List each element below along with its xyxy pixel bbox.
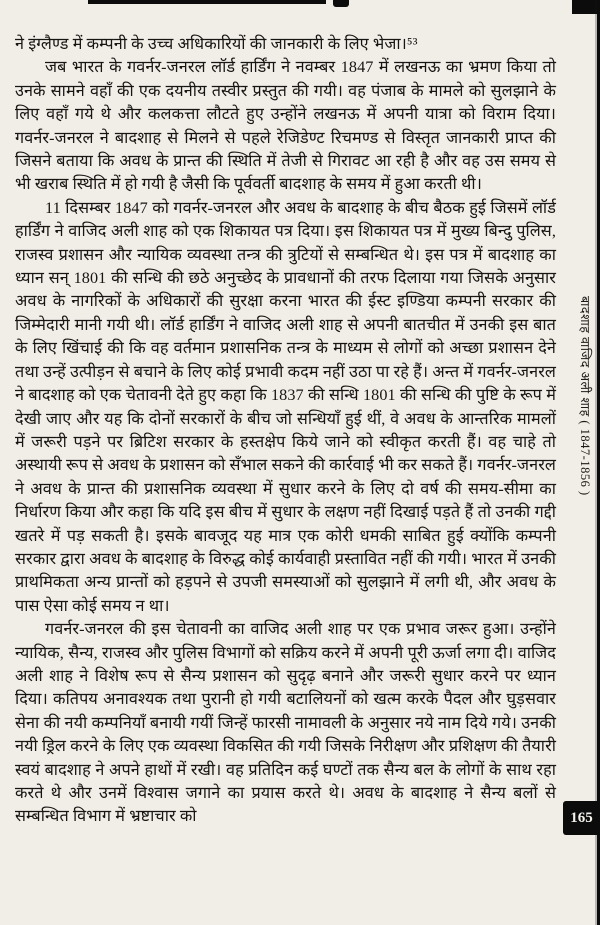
page-number: 165 (570, 809, 593, 826)
scan-artifact-top-bar (88, 0, 326, 4)
page-text-block (15, 33, 556, 829)
paragraph-hardinge-visit: जब भारत के गवर्नर-जनरल लॉर्ड हार्डिंग ने नवम्बर 1847 में लखनऊ का भ्रमण किया तो उनके सामने वहाँ की एक दयनीय तस्वीर प्रस्तुत की गयी। वह पंजाब के मामले को सुलझाने के लिए वहाँ गये थे और कलकत्ता लौटते हुए उन्होंने लखनऊ में अपनी यात्रा को विराम दिया। गवर्नर-जनरल ने बादशाह से मिलने से पहले रेजिडेण्ट रिचमण्ड से विस्तृत जानकारी प्राप्त की जिसने बताया कि अवध के प्रान्त की स्थिति में तेजी से गिरावट आ रही है और वह उस समय से भी खराब स्थिति में हो गयी है जैसी कि पूर्ववर्ती बादशाह के समय में हुआ करती थी। (15, 58, 556, 194)
margin-running-title: बादशाह वाजिद अली शाह ( 1847-1856 ) (578, 296, 592, 496)
page-number-badge (563, 801, 600, 835)
paragraph-reforms: गवर्नर-जनरल की इस चेतावनी का वाजिद अली शाह पर एक प्रभाव जरूर हुआ। उन्होंने न्यायिक, सैन्य, राजस्व और पुलिस विभागों को सक्रिय करने में अपनी पूरी ऊर्जा लगा दी। वाजिद अली शाह ने विशेष रूप से सैन्य प्रशासन को सुदृढ़ बनाने और जरूरी सुधार करने पर ध्यान दिया। कतिपय अनावश्यक तथा पुरानी हो गयी बटालियनों को खत्म करके पैदल और घुड़सवार सेना की नयी कम्पनियाँ बनायी गयीं जिन्हें फारसी नामावली के अनुसार नये नाम दिये गये। उनकी नयी ड्रिल करने के लिए एक व्यवस्था विकसित की गयी जिसके निरीक्षण और प्रशिक्षण की तैयारी स्वयं बादशाह ने अपने हाथों में रखी। वह प्रतिदिन कई घण्टों तक सैन्य बल के लोगों के साथ रहा करते थे और उनमें विश्वास जगाने का प्रयास करते थे। अवध के बादशाह ने सैन्य बलों से सम्बन्धित विभाग में भ्रष्टाचार को (15, 620, 556, 826)
paragraph-continuation: ने इंग्लैण्ड में कम्पनी के उच्च अधिकारियों की जानकारी के लिए भेजा।⁵³ (15, 35, 418, 53)
scan-artifact-top-blob (333, 0, 349, 7)
paragraph-warning-meeting: 11 दिसम्बर 1847 को गवर्नर-जनरल और अवध के बादशाह के बीच बैठक हुई जिसमें लॉर्ड हार्डिंग ने वाजिद अली शाह को एक शिकायत पत्र दिया। इस शिकायत पत्र में मुख्य बिन्दु पुलिस, राजस्व प्रशासन और न्यायिक व्यवस्था तन्त्र की त्रुटियों से सम्बन्धित थे। इस पत्र में बादशाह का ध्यान सन् 1801 की सन्धि की छठे अनुच्छेद के प्रावधानों की तरफ दिलाया गया जिसके अनुसार अवध के नागरिकों के अधिकारों की सुरक्षा करना भारत की ईस्ट इण्डिया कम्पनी सरकार की जिम्मेदारी मानी गयी थी। लॉर्ड हार्डिंग ने वाजिद अली शाह से अपनी बातचीत में उनकी इस बात के लिए खिंचाई की कि वह वर्तमान प्रशासनिक तन्त्र के माध्यम से लोगों को अच्छा प्रशासन देने तथा उन्हें उत्पीड़न से बचाने के लिए कोई प्रभावी कदम नहीं उठा पा रहे हैं। अन्त में गवर्नर-जनरल ने बादशाह को एक चेतावनी देते हुए कहा कि 1837 की सन्धि 1801 की सन्धि की पुष्टि के रूप में देखी जाए और यह कि दोनों सरकारों के बीच जो सन्धियाँ हुई थीं, वे अवध के आन्तरिक मामलों में जरूरी पड़ने पर ब्रिटिश सरकार के हस्तक्षेप किये जाने को स्वीकृत करती हैं। वह चाहे तो अस्थायी रूप से अवध के प्रशासन को सँभाल सकने की कार्रवाई भी कर सकते हैं। गवर्नर-जनरल ने अवध के प्रान्त की प्रशासनिक व्यवस्था में सुधार करने के लिए दो वर्ष की समय-सीमा का निर्धारण किया और कहा कि यदि इस बीच में सुधार के लक्षण नहीं दिखाई पड़ते हैं तो उनकी गद्दी खतरे में पड़ सकती है। इसके बावजूद यह मात्र एक कोरी धमकी साबित हुई क्योंकि कम्पनी सरकार द्वारा अवध के बादशाह के विरुद्ध कोई कार्यवाही प्रस्तावित नहीं की गयी। भारत में उनकी प्राथमिकता अन्य प्रान्तों को हड़पने से उपजी समस्याओं को सुलझाने में लगी थी, और अवध के पास ऐसा कोई समय न था। (15, 198, 557, 615)
